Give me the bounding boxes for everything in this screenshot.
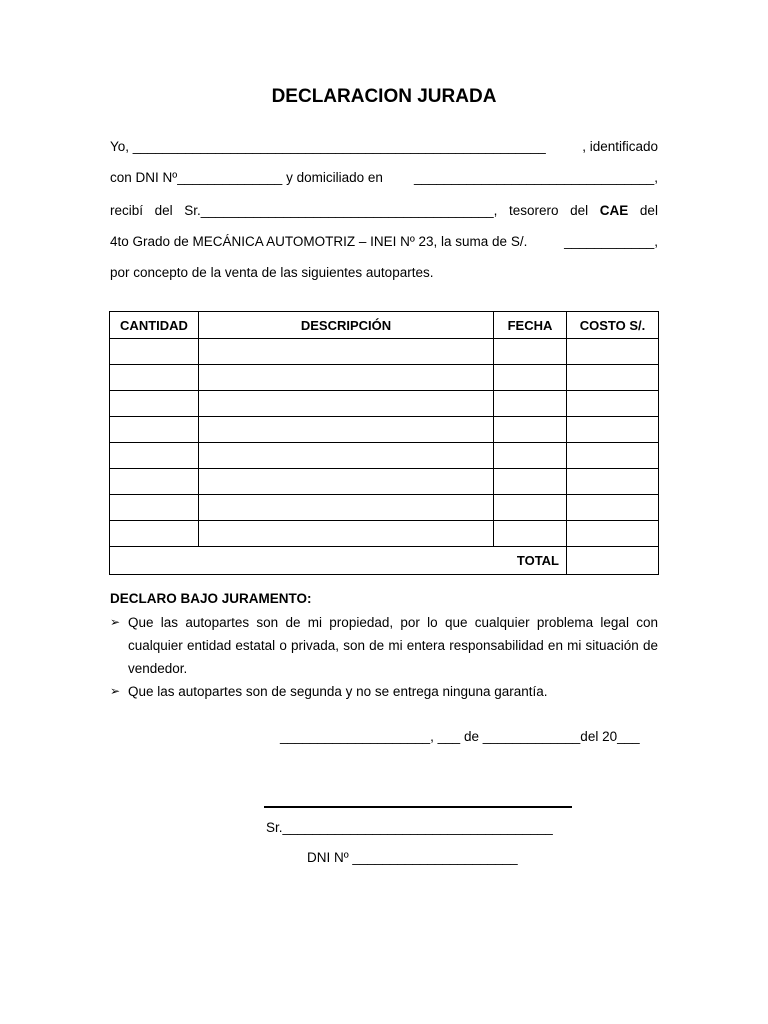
document-title: DECLARACION JURADA [271,86,497,107]
body-line-4-right: ____________, [564,234,658,249]
signature-line [264,806,572,808]
table-row [110,391,659,417]
signature-dni-line: DNI Nº ______________________ [307,850,518,865]
signature-name-line: Sr.____________________________________ [266,820,553,835]
body-line-1-right: , identificado [582,139,658,154]
cell-fecha[interactable] [494,391,567,417]
cell-cantidad[interactable] [110,339,199,365]
cell-cantidad[interactable] [110,443,199,469]
list-item [110,680,658,703]
body-line-5: por concepto de la venta de las siguientes autopartes. [110,265,434,280]
cell-descripcion[interactable] [199,339,494,365]
cell-costo[interactable] [567,495,659,521]
cell-fecha[interactable] [494,495,567,521]
body-line-2-right: ________________________________, [413,170,658,185]
body-line-3-word-2: del [154,203,173,218]
header-costo: COSTO S/. [567,312,659,339]
body-line-3 [110,202,658,220]
cell-cantidad[interactable] [110,469,199,495]
table-row [110,417,659,443]
body-line-3-word-5: del [570,203,589,218]
cell-fecha[interactable] [494,443,567,469]
cell-costo[interactable] [567,391,659,417]
cell-costo[interactable] [567,417,659,443]
cell-descripcion[interactable] [199,391,494,417]
cell-fecha[interactable] [494,521,567,547]
cell-costo[interactable] [567,365,659,391]
total-row [110,547,659,575]
body-line-3-word-3: Sr._______________________________________, [184,203,498,218]
body-line-3-word-1: recibí [110,203,144,218]
cell-cantidad[interactable] [110,365,199,391]
total-label: TOTAL [110,547,567,575]
body-line-1 [110,138,658,156]
cell-cantidad[interactable] [110,495,199,521]
table-row [110,521,659,547]
cell-costo[interactable] [567,469,659,495]
cell-descripcion[interactable] [199,443,494,469]
body-line-4 [110,233,658,251]
cell-costo[interactable] [567,339,659,365]
cell-fecha[interactable] [494,469,567,495]
body-line-2-left: con DNI Nº______________ [110,170,283,185]
arrow-bullet-icon: ➢ [110,615,121,629]
table-row [110,339,659,365]
table-body [110,339,659,575]
total-value-cell[interactable] [567,547,659,575]
table-row [110,469,659,495]
cell-descripcion[interactable] [199,417,494,443]
table-header-row [110,312,659,339]
body-line-4-left: 4to Grado de MECÁNICA AUTOMOTRIZ – INEI Nº 23, la suma de S/. [110,234,528,249]
cell-cantidad[interactable] [110,417,199,443]
cell-costo[interactable] [567,521,659,547]
header-descripcion: DESCRIPCIÓN [199,312,494,339]
cell-fecha[interactable] [494,339,567,365]
cell-descripcion[interactable] [199,365,494,391]
table-row [110,443,659,469]
cell-cantidad[interactable] [110,521,199,547]
cell-descripcion[interactable] [199,521,494,547]
cell-cantidad[interactable] [110,391,199,417]
declaration-item-1: Que las autopartes son de mi propiedad, por lo que cualquier problema legal con cualquier entidad estatal o privada, son de mi entera responsabilidad en mi situación de vendedor. [128,615,658,676]
header-fecha: FECHA [494,312,567,339]
cell-descripcion[interactable] [199,469,494,495]
date-line: ____________________, ___ de _____________del 20___ [280,729,640,744]
arrow-bullet-icon: ➢ [110,684,121,698]
body-line-3-word-7: del [639,203,658,218]
cell-costo[interactable] [567,443,659,469]
body-line-2-middle: y domiciliado en [282,170,383,185]
declaration-item-2: Que las autopartes son de segunda y no se entrega ninguna garantía. [128,684,548,699]
body-line-3-cae: CAE [599,203,629,218]
autopartes-table [109,311,659,575]
list-item [110,611,658,680]
body-line-3-word-4: tesorero [508,203,559,218]
declaration-heading: DECLARO BAJO JURAMENTO: [110,591,312,606]
table-row [110,365,659,391]
body-line-1-left: Yo, _______________________________________________________ [110,139,546,154]
cell-fecha[interactable] [494,417,567,443]
cell-fecha[interactable] [494,365,567,391]
table-row [110,495,659,521]
header-cantidad: CANTIDAD [110,312,199,339]
body-line-2 [110,169,658,187]
declaration-list [110,611,658,703]
cell-descripcion[interactable] [199,495,494,521]
